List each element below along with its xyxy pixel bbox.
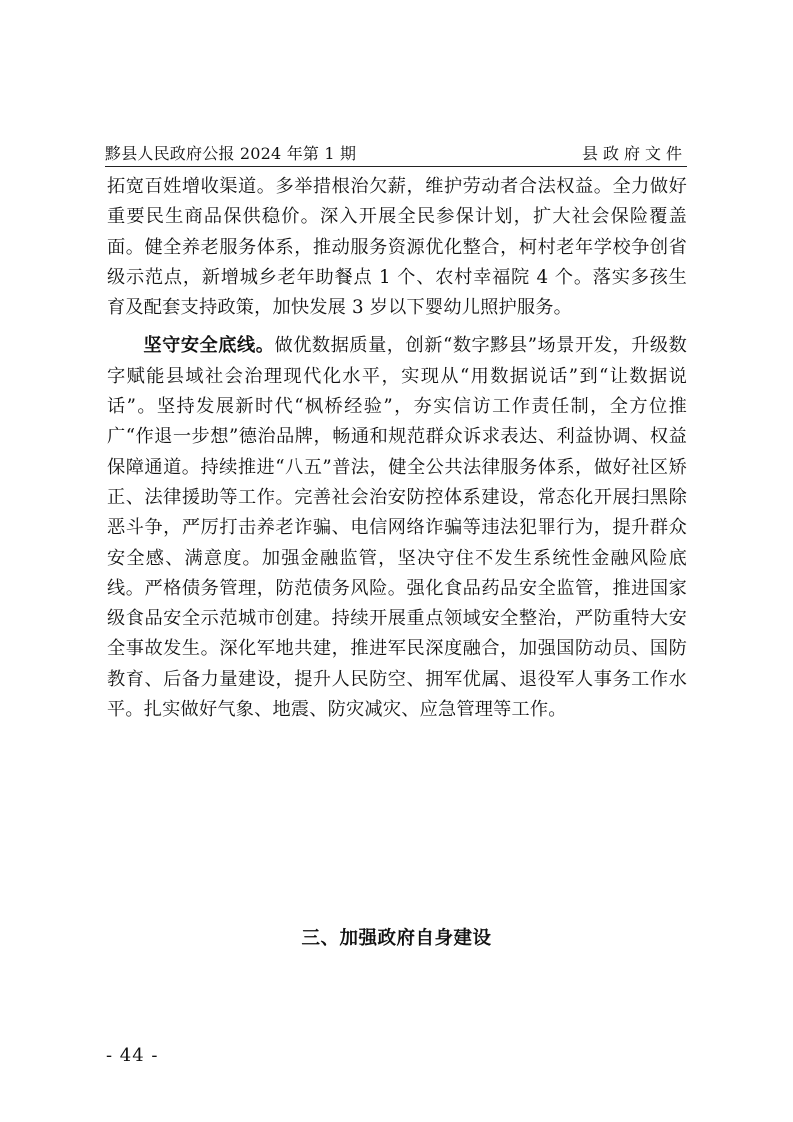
page-number: - 44 -	[106, 1045, 159, 1066]
bulletin-title: 黟县人民政府公报 2024 年第 1 期	[105, 144, 357, 163]
header-rule	[105, 166, 687, 167]
page-header	[105, 141, 687, 169]
paragraph-lead-heading: 坚守安全底线。	[143, 335, 275, 357]
section-heading: 三、加强政府自身建设	[301, 928, 492, 949]
paragraph-livelihood: 拓宽百姓增收渠道。多举措根治欠薪，维护劳动者合法权益。全力做好重要民生商品保供稳价。深入开展全民参保计划，扩大社会保险覆盖面。健全养老服务体系，推动服务资源优化整合，柯村老年学校争创省级示范点，新增城乡老年助餐点 1 个、农村幸福院 4 个。落实多孩生育及配套支持政策，加快发展 3 岁以下婴幼儿照护服务。	[107, 176, 687, 319]
section-category: 县政府文件	[581, 144, 687, 163]
paragraph-safety-body: 做优数据质量，创新“数字黟县”场景开发，升级数字赋能县域社会治理现代化水平，实现从“用数据说话”到“让数据说话”。坚持发展新时代“枫桥经验”，夯实信访工作责任制，全方位推广“作退一步想”德治品牌，畅通和规范群众诉求表达、利益协调、权益保障通道。持续推进“八五”普法，健全公共法律服务体系，做好社区矫正、法律援助等工作。完善社会治安防控体系建设，常态化开展扫黑除恶斗争，严厉打击养老诈骗、电信网络诈骗等违法犯罪行为，提升群众安全感、满意度。加强金融监管，坚决守住不发生系统性金融风险底线。严格债务管理，防范债务风险。强化食品药品安全监管，推进国家级食品安全示范城市创建。持续开展重点领域安全整治，严防重特大安全事故发生。深化军地共建，推进军民深度融合，加强国防动员、国防教育、后备力量建设，提升人民防空、拥军优属、退役军人事务工作水平。扎实做好气象、地震、防灾减灾、应急管理等工作。	[107, 335, 687, 721]
paragraph-safety	[107, 331, 687, 725]
body-content	[107, 172, 687, 725]
